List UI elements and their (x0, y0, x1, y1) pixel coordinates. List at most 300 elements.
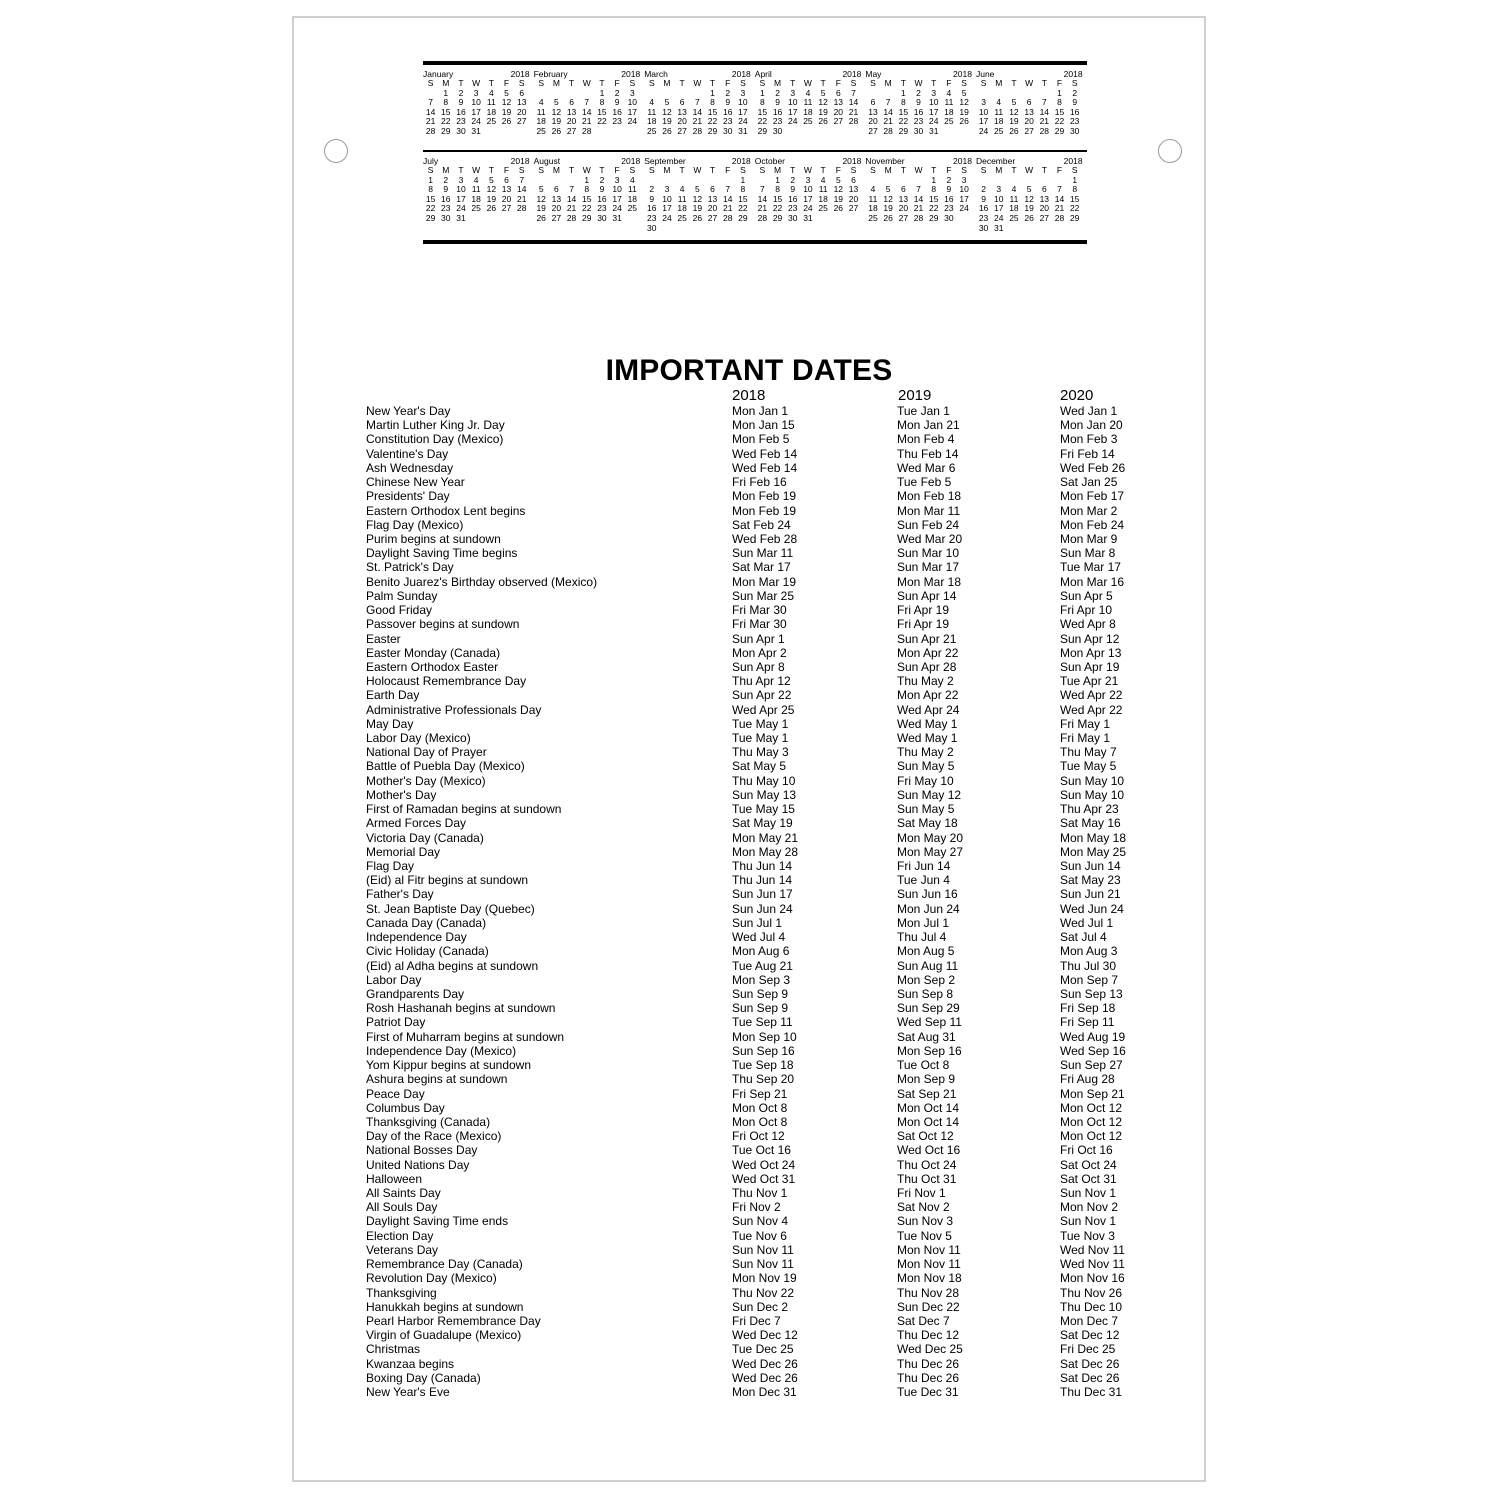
date-2019: Sun Sep 29 (897, 1001, 960, 1016)
date-2018: Sun Sep 16 (732, 1043, 795, 1058)
date-row (366, 802, 1166, 816)
mini-month-name: October (754, 156, 786, 166)
day-number: 8 (760, 97, 765, 108)
date-2019: Mon Nov 18 (897, 1271, 962, 1286)
day-number: 4 (805, 87, 811, 98)
day-number: 17 (928, 106, 939, 117)
day-number: 2 (614, 87, 620, 98)
day-number: 8 (740, 184, 746, 195)
weekday-letter: T (709, 165, 716, 175)
day-number: 11 (486, 97, 496, 108)
day-number: 19 (551, 116, 562, 127)
date-2018: Sun Nov 4 (732, 1214, 789, 1229)
date-2018: Mon Feb 5 (732, 432, 790, 447)
date-row (366, 1357, 1166, 1371)
date-2018: Wed Jul 4 (732, 930, 786, 945)
day-number: 27 (1039, 212, 1050, 223)
day-number: 29 (898, 125, 909, 136)
day-number: 26 (833, 203, 844, 214)
holiday-name: Boxing Day (Canada) (366, 1370, 481, 1385)
mini-month-april (755, 70, 866, 137)
date-2020: Mon Sep 21 (1060, 1086, 1125, 1101)
date-2020: Sun Jun 14 (1060, 859, 1121, 873)
date-2018: Mon Jan 1 (732, 404, 789, 418)
holiday-name: Election Day (366, 1228, 434, 1243)
date-2020: Thu Dec 10 (1060, 1299, 1123, 1314)
day-number: 28 (722, 212, 733, 223)
day-number: 6 (835, 87, 841, 98)
date-row (366, 603, 1166, 617)
day-number: 1 (584, 174, 590, 185)
day-number: 28 (757, 212, 768, 223)
date-2019: Sun Apr 14 (897, 588, 957, 603)
weekday-letter: T (1041, 165, 1047, 175)
date-row (366, 632, 1166, 646)
weekday-letter: W (1025, 165, 1034, 175)
day-number: 3 (629, 87, 635, 98)
day-number: 22 (738, 203, 748, 214)
day-number: 29 (757, 125, 768, 136)
date-row (366, 1158, 1166, 1172)
day-number: 31 (738, 125, 748, 136)
date-row (366, 1243, 1166, 1257)
date-2020: Sat Oct 31 (1060, 1171, 1117, 1186)
calendar-sheet (292, 16, 1206, 1482)
weekday-letter: S (629, 165, 636, 175)
weekday-letter: T (900, 165, 906, 175)
date-row (366, 1058, 1166, 1072)
weekday-letter: F (1056, 165, 1063, 175)
day-number: 20 (707, 203, 718, 214)
day-number: 9 (458, 97, 464, 108)
holiday-name: Memorial Day (366, 844, 441, 859)
day-number: 20 (566, 116, 577, 127)
date-2019: Tue Feb 5 (897, 475, 952, 490)
date-2020: Tue Apr 21 (1060, 674, 1119, 689)
date-2019: Sun Apr 21 (897, 631, 957, 646)
date-2020: Wed Apr 8 (1060, 617, 1116, 632)
holiday-name: Hanukkah begins at sundown (366, 1299, 524, 1314)
day-number: 7 (885, 97, 891, 108)
day-number: 2 (775, 87, 780, 98)
weekday-letter: S (538, 78, 545, 88)
day-number: 3 (790, 87, 796, 98)
weekday-letter: T (931, 165, 937, 175)
important-dates-list (366, 404, 1166, 1399)
weekday-letter: T (488, 78, 494, 88)
date-row (366, 489, 1166, 503)
date-2020: Sun Sep 13 (1060, 986, 1123, 1001)
weekday-letter: F (503, 78, 510, 88)
day-number: 16 (722, 106, 733, 117)
date-2019: Tue Oct 8 (897, 1058, 950, 1073)
date-2019: Thu Oct 24 (897, 1157, 957, 1172)
date-row (366, 589, 1166, 603)
date-2018: Fri Mar 30 (732, 617, 787, 632)
date-2020: Wed Apr 22 (1060, 702, 1123, 717)
date-2018: Wed Oct 31 (732, 1171, 796, 1186)
day-number: 23 (441, 203, 451, 214)
date-row (366, 902, 1166, 916)
date-row (366, 1371, 1166, 1385)
weekday-letter: T (1011, 78, 1017, 88)
day-number: 17 (612, 193, 622, 204)
holiday-name: Flag Day (366, 859, 415, 873)
date-2018: Sun Sep 9 (732, 986, 789, 1001)
holiday-name: Virgin of Guadalupe (Mexico) (366, 1328, 522, 1343)
weekday-letter: T (458, 78, 464, 88)
day-number: 11 (994, 106, 1004, 117)
top-rule (423, 61, 1087, 65)
holiday-name: Ashura begins at sundown (366, 1072, 508, 1087)
holiday-name: Mother's Day (Mexico) (366, 773, 486, 788)
day-number: 17 (456, 193, 466, 204)
date-row (366, 745, 1166, 759)
date-2018: Wed Dec 26 (732, 1356, 798, 1371)
weekday-letter: M (995, 165, 1003, 175)
mini-month-year: 2018 (510, 69, 530, 79)
date-2019: Thu Dec 26 (897, 1356, 960, 1371)
day-number: 19 (1009, 116, 1019, 127)
date-2020: Sun May 10 (1060, 773, 1125, 788)
date-row (366, 660, 1166, 674)
day-number: 1 (1057, 87, 1062, 98)
day-number: 21 (1039, 116, 1050, 127)
day-number: 29 (772, 212, 783, 223)
date-2019: Sat Aug 31 (897, 1029, 956, 1044)
day-number: 16 (612, 106, 622, 117)
mini-month-name: July (423, 156, 439, 166)
date-2018: Fri Dec 7 (732, 1314, 781, 1328)
date-row (366, 717, 1166, 731)
date-2020: Thu Apr 23 (1060, 802, 1119, 817)
day-number: 9 (599, 184, 605, 195)
date-2019: Mon Mar 11 (897, 503, 961, 518)
day-number: 11 (677, 193, 687, 204)
day-number: 16 (978, 203, 989, 214)
holiday-name: Palm Sunday (366, 588, 438, 603)
holiday-name: Peace Day (366, 1086, 425, 1101)
day-number: 5 (885, 184, 891, 195)
day-number: 13 (551, 193, 562, 204)
holiday-name: Constitution Day (Mexico) (366, 432, 504, 447)
date-2020: Mon Dec 7 (1060, 1314, 1119, 1328)
date-2019: Wed May 1 (897, 716, 958, 731)
holiday-name: Ash Wednesday (366, 460, 454, 475)
mini-month-name: February (533, 69, 568, 79)
day-number: 26 (536, 212, 546, 223)
day-number: 26 (1009, 125, 1019, 136)
weekday-letter: W (803, 165, 812, 175)
date-2018: Sat May 19 (732, 816, 793, 831)
date-row (366, 987, 1166, 1001)
day-number: 24 (738, 116, 748, 127)
date-row (366, 1314, 1166, 1328)
day-number: 23 (772, 116, 783, 127)
holiday-name: Patriot Day (366, 1015, 426, 1030)
day-number: 19 (692, 203, 703, 214)
weekday-letter: S (629, 78, 636, 88)
day-number: 25 (677, 212, 687, 223)
day-number: 27 (516, 116, 527, 127)
holiday-name: Independence Day (Mexico) (366, 1043, 517, 1058)
date-2020: Sat Oct 24 (1060, 1157, 1117, 1172)
day-number: 23 (647, 212, 657, 223)
date-row (366, 1229, 1166, 1243)
date-2018: Sun Jun 24 (732, 901, 793, 916)
date-row (366, 1271, 1166, 1285)
day-number: 21 (1054, 203, 1065, 214)
holiday-name: Holocaust Remembrance Day (366, 674, 527, 689)
date-2019: Mon Jun 24 (897, 901, 960, 916)
mini-month-name: May (865, 69, 882, 79)
day-number: 7 (569, 184, 574, 195)
weekday-letter: S (427, 78, 434, 88)
day-number: 1 (740, 174, 746, 185)
date-row (366, 447, 1166, 461)
weekday-letter: S (759, 78, 766, 88)
day-number: 25 (471, 203, 481, 214)
date-2019: Wed Apr 24 (897, 702, 960, 717)
date-2020: Mon Feb 24 (1060, 517, 1125, 532)
day-number: 2 (946, 174, 952, 185)
mini-month-year: 2018 (842, 69, 862, 79)
weekday-letter: F (725, 78, 731, 88)
day-number: 5 (538, 184, 544, 195)
day-number: 20 (1024, 116, 1034, 127)
mini-month-name: November (865, 156, 905, 166)
day-number: 5 (664, 97, 670, 108)
holiday-name: Father's Day (366, 887, 434, 902)
weekday-letter: M (552, 165, 560, 175)
day-number: 10 (738, 97, 748, 108)
weekday-letter: W (914, 78, 923, 88)
day-number: 24 (471, 116, 481, 127)
holiday-name: All Souls Day (366, 1200, 438, 1215)
day-number: 4 (870, 184, 876, 195)
date-row (366, 774, 1166, 788)
day-number: 29 (425, 212, 436, 223)
date-2018: Mon Feb 19 (732, 503, 797, 518)
holiday-name: Purim begins at sundown (366, 531, 501, 546)
mini-month-november (865, 157, 976, 233)
weekday-letter: W (582, 78, 591, 88)
day-number: 2 (981, 184, 986, 195)
date-row (366, 859, 1166, 873)
day-number: 27 (566, 125, 577, 136)
day-number: 22 (425, 203, 436, 214)
weekday-letter: F (614, 165, 620, 175)
mini-month-march (644, 70, 755, 137)
date-2019: Sun Apr 28 (897, 659, 957, 674)
date-2018: Sun Nov 11 (732, 1257, 794, 1272)
weekday-letter: T (900, 78, 906, 88)
day-number: 10 (994, 193, 1004, 204)
date-2018: Wed Apr 25 (732, 702, 795, 717)
date-2019: Sun Aug 11 (897, 958, 959, 973)
weekday-letter: T (568, 165, 575, 175)
date-2020: Fri Aug 28 (1060, 1072, 1115, 1087)
date-2018: Thu Apr 12 (732, 674, 791, 689)
weekday-letter: W (803, 78, 812, 88)
day-number: 15 (772, 193, 783, 204)
day-number: 22 (597, 116, 607, 127)
date-2020: Thu Jul 30 (1060, 958, 1117, 973)
day-number: 7 (694, 97, 700, 108)
date-2019: Tue Jan 1 (897, 404, 950, 418)
mini-month-name: December (975, 156, 1016, 166)
day-number: 20 (551, 203, 562, 214)
holiday-name: Good Friday (366, 603, 433, 618)
date-row (366, 1385, 1166, 1399)
day-number: 27 (501, 203, 512, 214)
day-number: 17 (803, 193, 813, 204)
day-number: 5 (1026, 184, 1032, 195)
date-row (366, 916, 1166, 930)
day-number: 12 (662, 106, 672, 117)
day-number: 12 (818, 97, 828, 108)
day-number: 31 (456, 212, 466, 223)
day-number: 31 (471, 125, 481, 136)
date-2019: Fri Jun 14 (897, 859, 951, 873)
day-number: 26 (1024, 212, 1034, 223)
day-number: 10 (788, 97, 798, 108)
date-2019: Sun Feb 24 (897, 517, 960, 532)
holiday-name: Battle of Puebla Day (Mexico) (366, 759, 525, 774)
day-number: 4 (946, 87, 952, 98)
day-number: 9 (443, 184, 449, 195)
year-header-1: 2018 (732, 387, 766, 404)
day-number: 2 (1072, 87, 1078, 98)
date-2019: Mon Oct 14 (897, 1100, 960, 1115)
day-number: 24 (456, 203, 466, 214)
date-2018: Mon Oct 8 (732, 1114, 788, 1129)
day-number: 22 (928, 203, 939, 214)
date-2019: Sun Jun 16 (897, 887, 958, 902)
day-number: 12 (486, 184, 497, 195)
day-number: 8 (1072, 184, 1078, 195)
date-2018: Sun Mar 25 (732, 588, 795, 603)
date-2018: Thu Sep 20 (732, 1072, 795, 1087)
date-2018: Wed Dec 26 (732, 1370, 798, 1385)
holiday-name: Eastern Orthodox Easter (366, 659, 499, 674)
holiday-name: United Nations Day (366, 1157, 470, 1172)
date-2019: Mon Mar 18 (897, 574, 962, 589)
date-2020: Fri May 1 (1060, 716, 1111, 731)
mini-calendar-row-2 (423, 157, 1087, 233)
date-row (366, 873, 1166, 887)
day-number: 22 (898, 116, 909, 127)
date-2019: Thu Feb 14 (897, 446, 959, 461)
day-number: 3 (614, 174, 620, 185)
day-number: 18 (994, 116, 1004, 127)
date-2018: Sun Jun 17 (732, 887, 793, 902)
date-2020: Sun Mar 8 (1060, 546, 1116, 561)
day-number: 17 (738, 106, 748, 117)
date-row (366, 1115, 1166, 1129)
weekday-letter: T (790, 78, 796, 88)
day-number: 28 (566, 212, 577, 223)
date-row (366, 1200, 1166, 1214)
day-number: 8 (710, 97, 715, 108)
date-2018: Mon Sep 3 (732, 972, 791, 987)
day-number: 29 (707, 125, 718, 136)
day-number: 31 (994, 222, 1004, 233)
holiday-name: Eastern Orthodox Lent begins (366, 503, 526, 518)
day-number: 11 (803, 97, 813, 108)
mini-month-name: March (644, 69, 668, 79)
date-2020: Tue Nov 3 (1060, 1228, 1115, 1243)
date-2019: Tue Dec 31 (897, 1385, 959, 1400)
day-number: 25 (536, 125, 546, 136)
date-2019: Sat Oct 12 (897, 1129, 954, 1144)
weekday-letter: M (774, 165, 782, 175)
holiday-name: First of Ramadan begins at sundown (366, 802, 562, 817)
punch-hole-right (1158, 139, 1182, 163)
date-row (366, 703, 1166, 717)
weekday-letter: T (790, 165, 796, 175)
day-number: 25 (944, 116, 954, 127)
day-number: 17 (978, 116, 989, 127)
date-2018: Tue Dec 25 (732, 1342, 794, 1357)
date-2018: Thu Nov 22 (732, 1285, 795, 1300)
day-number: 11 (818, 184, 828, 195)
day-number: 17 (959, 193, 969, 204)
day-number: 20 (501, 193, 512, 204)
holiday-name: Canada Day (Canada) (366, 915, 487, 930)
day-number: 8 (900, 97, 906, 108)
date-2020: Mon Jan 20 (1060, 418, 1123, 433)
day-number: 3 (961, 174, 967, 185)
day-number: 22 (1069, 203, 1080, 214)
day-number: 20 (898, 203, 909, 214)
day-number: 19 (883, 203, 893, 214)
date-2020: Tue Mar 17 (1060, 560, 1121, 575)
day-number: 30 (772, 125, 783, 136)
day-number: 18 (818, 193, 828, 204)
day-number: 24 (788, 116, 798, 127)
date-2019: Mon Aug 5 (897, 944, 955, 959)
date-row (366, 1101, 1166, 1115)
day-number: 19 (818, 106, 828, 117)
date-row (366, 1286, 1166, 1300)
day-number: 5 (694, 184, 700, 195)
date-row (366, 831, 1166, 845)
date-2019: Mon Sep 9 (897, 1072, 956, 1087)
day-number: 16 (788, 193, 798, 204)
date-2018: Tue Oct 16 (732, 1143, 791, 1158)
day-number: 13 (898, 193, 909, 204)
date-2018: Fri Feb 16 (732, 475, 787, 490)
weekday-letter: T (568, 78, 575, 88)
day-number: 22 (772, 203, 783, 214)
date-row (366, 930, 1166, 944)
date-2019: Sun May 12 (897, 787, 962, 802)
day-number: 21 (913, 203, 924, 214)
date-2020: Tue May 5 (1060, 759, 1117, 774)
day-number: 30 (597, 212, 607, 223)
date-2019: Wed Oct 16 (897, 1143, 961, 1158)
date-row (366, 1214, 1166, 1228)
day-number: 29 (738, 212, 748, 223)
date-2018: Thu May 3 (732, 745, 789, 760)
weekday-letter: M (663, 165, 671, 175)
day-number: 19 (536, 203, 546, 214)
day-number: 1 (760, 87, 765, 98)
date-row (366, 504, 1166, 518)
day-number: 10 (662, 193, 672, 204)
date-2019: Mon Apr 22 (897, 645, 959, 660)
